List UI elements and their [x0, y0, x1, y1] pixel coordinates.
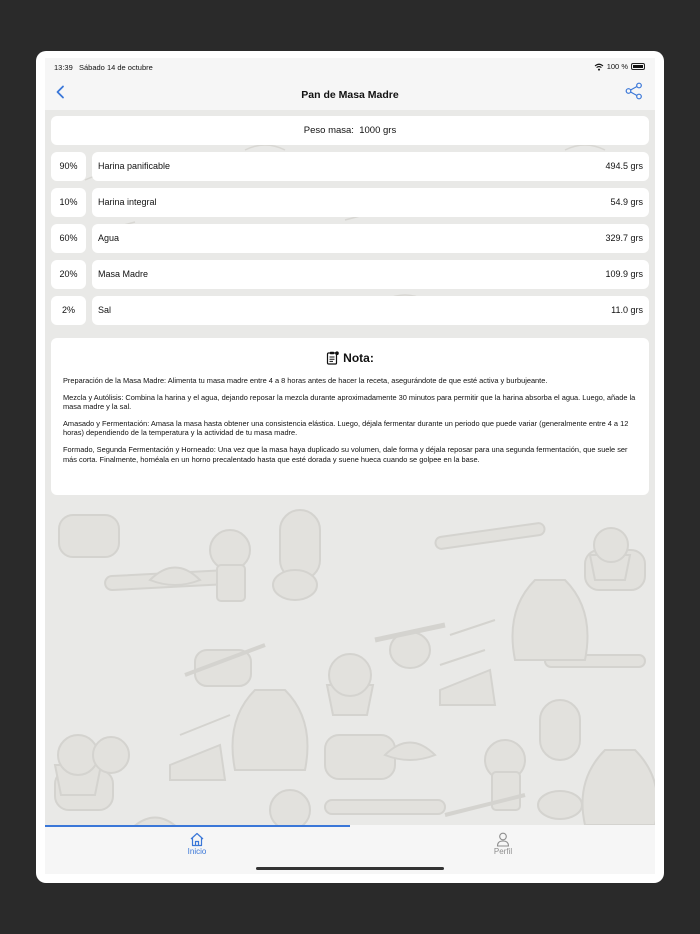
- ingredient-card: [92, 260, 649, 289]
- battery-percent: 100 %: [606, 62, 628, 71]
- ingredient-card: [92, 188, 649, 217]
- dough-weight-label: Peso masa:: [303, 125, 354, 136]
- ingredient-amount: 494.5 grs: [605, 161, 643, 171]
- home-icon: [189, 832, 205, 847]
- tab-inicio-label: Inicio: [187, 847, 207, 856]
- ingredient-card: [92, 224, 649, 253]
- ingredient-amount: 109.9 grs: [605, 269, 643, 279]
- device-frame: [36, 51, 664, 883]
- tab-perfil-label: Perfil: [493, 847, 513, 856]
- status-time: 13:39: [54, 63, 73, 72]
- home-indicator[interactable]: [256, 867, 444, 870]
- ingredient-row: [51, 296, 649, 325]
- ingredient-name: Agua: [98, 233, 120, 243]
- ingredient-row: [51, 152, 649, 181]
- note-paragraph: Formado, Segunda Fermentación y Horneado: Una vez que la masa haya duplicado su volumen, dale forma y déjala reposar para una segunda fermentación, que suele ser más corta. Finalmente, hornéala en un horno precalentado hasta que esté dorada y suene hueca cuando se golpee en la base.: [63, 444, 628, 464]
- ingredient-percent: 10%: [51, 188, 86, 217]
- note-header: [63, 348, 637, 368]
- share-icon: [625, 82, 643, 100]
- navigation-bar: [45, 76, 655, 110]
- ingredient-amount: 329.7 grs: [605, 233, 643, 243]
- ingredient-name: Harina integral: [98, 197, 157, 207]
- ingredient-amount: 11.0 grs: [611, 305, 643, 315]
- person-icon: [496, 832, 510, 847]
- ingredient-row: [51, 188, 649, 217]
- battery-icon: [631, 63, 645, 70]
- page-title: Pan de Masa Madre: [301, 89, 399, 101]
- ingredient-name: Masa Madre: [98, 269, 149, 279]
- ingredient-amount: 54.9 grs: [610, 197, 643, 207]
- share-button[interactable]: [623, 80, 645, 102]
- ingredient-row: [51, 260, 649, 289]
- ingredient-percent: 2%: [51, 296, 86, 325]
- wifi-icon: [594, 63, 604, 71]
- tab-perfil[interactable]: [463, 831, 543, 856]
- ingredient-percent: 90%: [51, 152, 86, 181]
- ingredient-card: [92, 152, 649, 181]
- tab-inicio[interactable]: [157, 831, 237, 856]
- note-card: [51, 338, 649, 495]
- status-date: Sábado 14 de octubre: [79, 63, 153, 72]
- status-bar: [45, 58, 655, 76]
- status-right: [594, 62, 645, 71]
- clipboard-icon: [326, 351, 339, 365]
- dough-weight-value: 1000 grs: [359, 125, 397, 136]
- ingredient-percent: 20%: [51, 260, 86, 289]
- note-title: Nota:: [343, 351, 374, 365]
- ingredient-percent: 60%: [51, 224, 86, 253]
- note-paragraph: Preparación de la Masa Madre: Alimenta tu masa madre entre 4 a 8 horas antes de hacer la receta, asegurándote de que esté activa y burbujeante.: [63, 376, 548, 385]
- ingredient-card: [92, 296, 649, 325]
- ingredient-name: Sal: [98, 305, 112, 315]
- app-screen: [45, 58, 655, 874]
- tab-selection-indicator: [45, 825, 350, 827]
- ingredient-row: [51, 224, 649, 253]
- note-paragraph: Amasado y Fermentación: Amasa la masa hasta obtener una consistencia elástica. Luego, déjala fermentar durante un periodo que puede variar (generalmente entre 4 a 12 horas) dependiendo de la temperatura y la actividad de tu masa madre.: [63, 418, 629, 438]
- recipe-content[interactable]: [45, 110, 655, 825]
- note-paragraph: Mezcla y Autólisis: Combina la harina y el agua, dejando reposar la mezcla durante aproximadamente 30 minutos para permitir que la harina absorba el agua. Luego, añade la masa madre y la sal.: [63, 392, 636, 412]
- ingredient-name: Harina panificable: [98, 161, 171, 171]
- dough-weight-card[interactable]: [51, 116, 649, 145]
